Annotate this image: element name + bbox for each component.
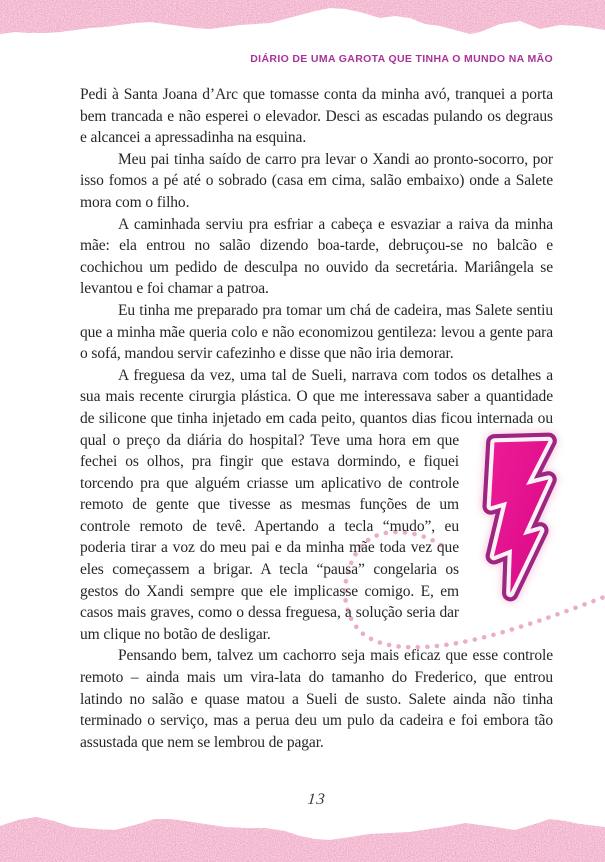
paragraph: Pedi à Santa Joana d’Arc que tomasse conta da minha avó, tranquei a porta bem trancada e não esperei o elevador. Desci as escadas pulando os degraus e alcancei a apressadinha na esquina. xyxy=(80,86,553,147)
paragraph-with-illustration xyxy=(80,365,553,646)
paragraph: Pensando bem, talvez um cachorro seja mais eficaz que esse controle remoto – ainda mais um vira-lata do tamanho do Frederico, que entrou latindo no salão e quase matou a Sueli de susto. Salete ainda não tinha terminado o serviço, mas a perua deu um pulo da cadeira e foi embora tão assustada que nem se lembrou de pagar. xyxy=(80,647,553,751)
paragraph-text-before-bolt: A freguesa da vez, uma tal de Sueli, narrava com todos os detalhes a sua mais recente cirurgia plástica. O que me interessava saber a quantidade de silicone que tinha injetado em cada peito, quantos dias ficou internada ou qual o preço da diária do hospital? Teve uma hora em que xyxy=(80,366,553,449)
paragraph: A caminhada serviu pra esfriar a cabeça e esvaziar a raiva da minha mãe: ela entrou no salão dizendo boa-tarde, debruçou-se no balcão e cochichou um pedido de desculpa no ouvido da secretária. Mariângela se levantou e foi chamar a patroa. xyxy=(80,215,553,298)
lightning-bolt-icon xyxy=(467,434,571,600)
bottom-border-texture xyxy=(0,812,605,862)
top-border-texture xyxy=(0,0,605,48)
running-head-title: DIÁRIO DE UMA GAROTA QUE TINHA O MUNDO NA MÃO xyxy=(250,53,553,65)
text-block xyxy=(80,84,553,753)
lightning-bolt-float xyxy=(469,432,553,608)
page-number: 13 xyxy=(306,791,327,808)
paragraph: Meu pai tinha saído de carro pra levar o Xandi ao pronto-socorro, por isso fomos a pé até o sobrado (casa em cima, salão embaixo) onde a Salete mora com o filho. xyxy=(80,150,553,211)
paragraph-text-after-bolt: fechei os olhos, pra fingir que estava dormindo, e fiquei torcendo pra que alguém criasse um aplicativo de controle remoto de gente que tivesse as mesmas funções de um controle remoto de tevê. Apertando a tecla “mudo”, eu poderia tirar a voz do meu pai e da minha mãe toda vez que eles começassem a brigar. A tecla “pausa” congelaria os gestos do Xandi sempre que ele implicasse comigo. E, em casos mais graves, como o dessa freguesa, a solução seria dar um clique no botão de desligar. xyxy=(80,453,459,643)
paragraph: Eu tinha me preparado pra tomar um chá de cadeira, mas Salete sentiu que a minha mãe queria colo e não economizou gentileza: levou a gente para o sofá, mandou servir cafezinho e disse que não iria demorar. xyxy=(80,301,553,363)
